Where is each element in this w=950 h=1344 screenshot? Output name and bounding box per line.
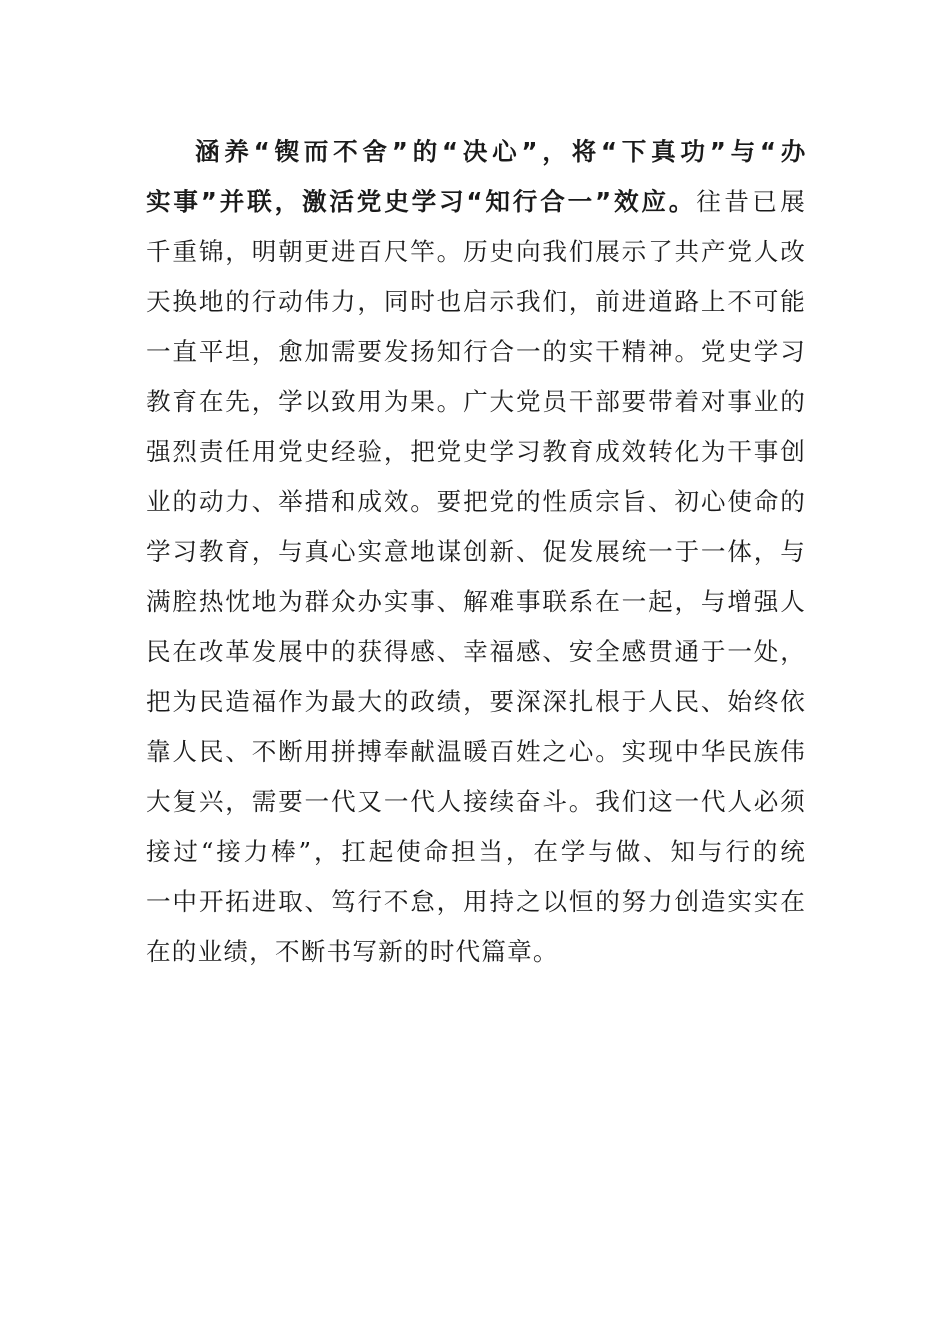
paragraph-line: 学习教育，与真心实意地谋创新、促发展统一于一体，与 — [146, 537, 806, 566]
lead-sentence-part-1: 涵养“锲而不舍”的“决心”，将“下真功”与“办 — [195, 137, 806, 166]
paragraph-line: 天换地的行动伟力，同时也启示我们，前进道路上不可能 — [146, 287, 806, 316]
paragraph-line: 教育在先，学以致用为果。广大党员干部要带着对事业的 — [146, 387, 806, 416]
lead-sentence-part-2: 实事”并联，激活党史学习“知行合一”效应。 — [146, 187, 697, 216]
paragraph-line-2 — [146, 177, 806, 227]
paragraph-line-final: 在的业绩，不断书写新的时代篇章。 — [146, 937, 559, 966]
paragraph-line: 民在改革发展中的获得感、幸福感、安全感贯通于一处， — [146, 637, 806, 666]
paragraph-line: 把为民造福作为最大的政绩，要深深扎根于人民、始终依 — [146, 687, 806, 716]
paragraph-line: 接过“接力棒”，扛起使命担当，在学与做、知与行的统 — [146, 837, 806, 866]
body-paragraph — [146, 127, 806, 977]
line-2-continuation: 往昔已展 — [696, 187, 806, 216]
paragraph-line: 一中开拓进取、笃行不怠，用持之以恒的努力创造实实在 — [146, 887, 806, 916]
paragraph-line: 一直平坦，愈加需要发扬知行合一的实干精神。党史学习 — [146, 337, 806, 366]
paragraph-line: 大复兴，需要一代又一代人接续奋斗。我们这一代人必须 — [146, 787, 806, 816]
paragraph-line: 千重锦，明朝更进百尺竿。历史向我们展示了共产党人改 — [146, 237, 806, 266]
paragraph-line-1 — [146, 127, 806, 177]
paragraph-line: 强烈责任用党史经验，把党史学习教育成效转化为干事创 — [146, 437, 806, 466]
paragraph-line: 业的动力、举措和成效。要把党的性质宗旨、初心使命的 — [146, 487, 806, 516]
paragraph-line: 满腔热忱地为群众办实事、解难事联系在一起，与增强人 — [146, 587, 806, 616]
paragraph-line: 靠人民、不断用拼搏奉献温暖百姓之心。实现中华民族伟 — [146, 737, 806, 766]
